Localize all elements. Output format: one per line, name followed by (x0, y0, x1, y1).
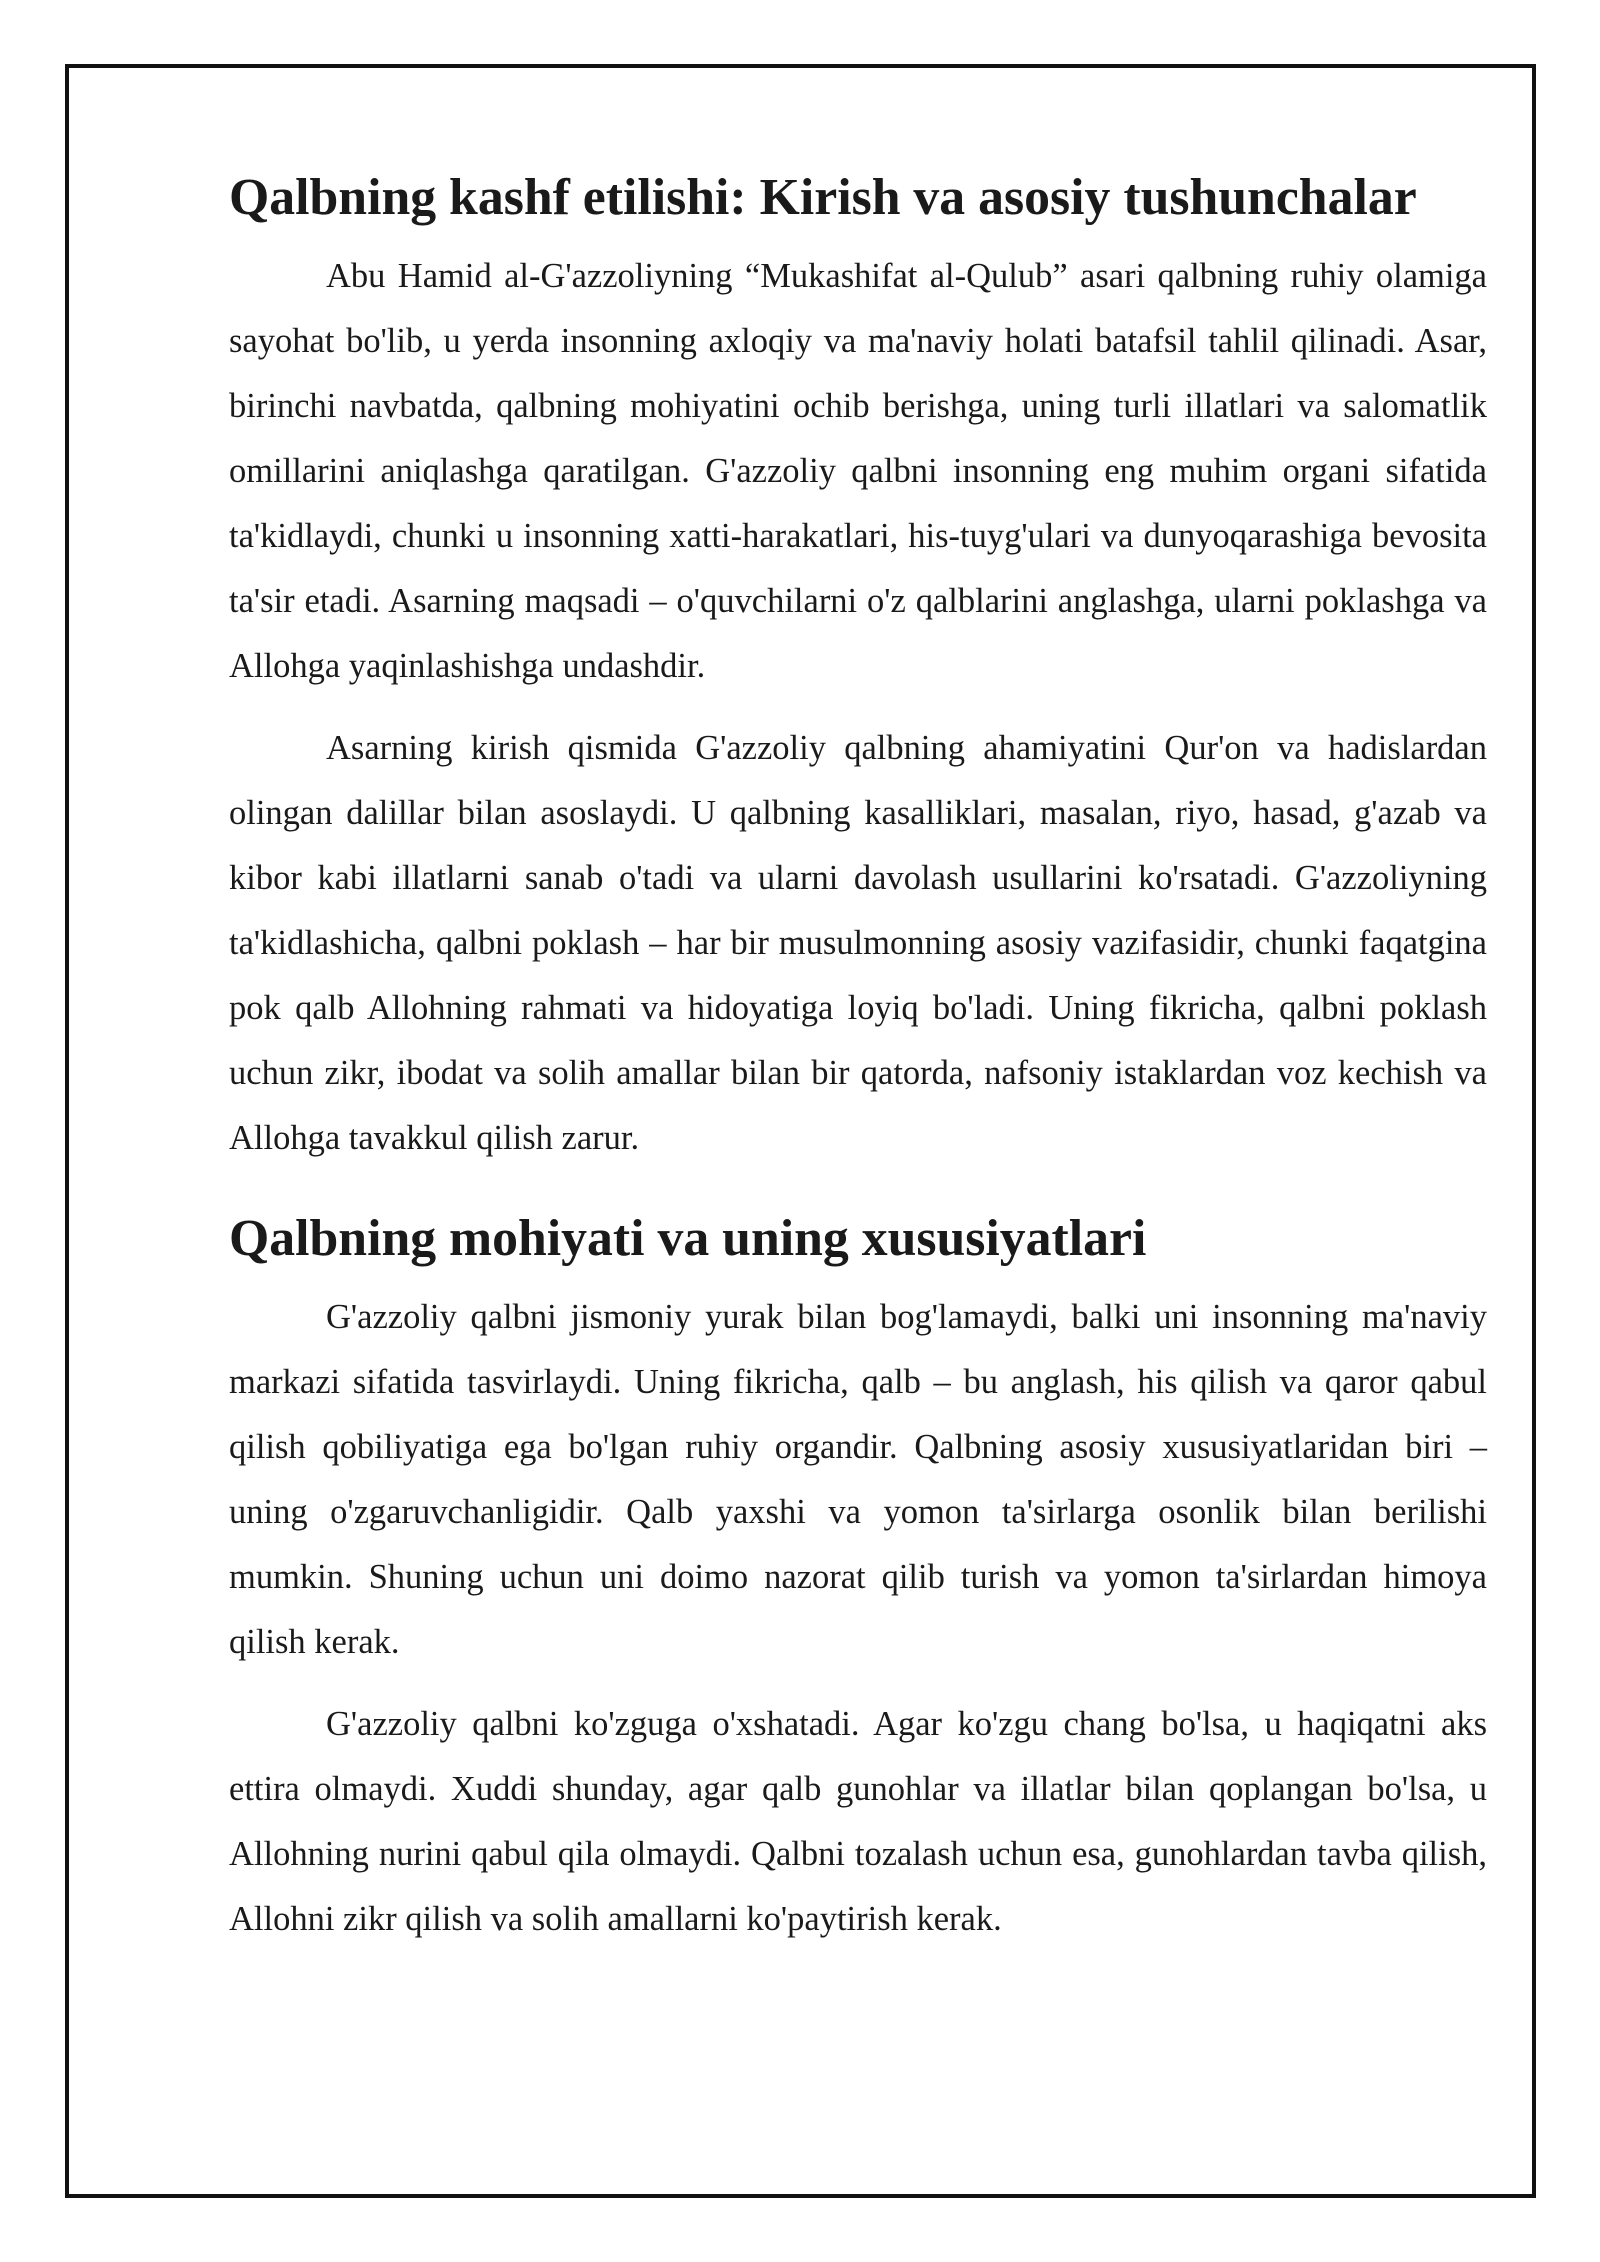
section-heading: Qalbning mohiyati va uning xususiyatlari (229, 1210, 1147, 1267)
section-essence (229, 1211, 1487, 1952)
paragraph: Asarning kirish qismida G'azzoliy qalbning ahamiyatini Qur'on va hadislardan olingan dalillar bilan asoslaydi. U qalbning kasalliklari, masalan, riyo, hasad, g'azab va kibor kabi illatlarni sanab o'tadi va ularni davolash usullarini ko'rsatadi. G'azzoliyning ta'kidlashicha, qalbni poklash – har bir musulmonning asosiy vazifasidir, chunki faqatgina pok qalb Allohning rahmati va hidoyatiga loyiq bo'ladi. Uning fikricha, qalbni poklash uchun zikr, ibodat va solih amallar bilan bir qatorda, nafsoniy istaklardan voz kechish va Allohga tavakkul qilish zarur. (229, 729, 1487, 1157)
paragraph: G'azzoliy qalbni ko'zguga o'xshatadi. Agar ko'zgu chang bo'lsa, u haqiqatni aks ettira olmaydi. Xuddi shunday, agar qalb gunohlar va illatlar bilan qoplangan bo'lsa, u Allohning nurini qabul qila olmaydi. Qalbni tozalash uchun esa, gunohlardan tavba qilish, Allohni zikr qilish va solih amallarni ko'paytirish kerak. (229, 1705, 1487, 1938)
document-body (229, 170, 1487, 1969)
paragraph: G'azzoliy qalbni jismoniy yurak bilan bog'lamaydi, balki uni insonning ma'naviy markazi sifatida tasvirlaydi. Uning fikricha, qalb – bu anglash, his qilish va qaror qabul qilish qobiliyatiga ega bo'lgan ruhiy organdir. Qalbning asosiy xususiyatlaridan biri – uning o'zgaruvchanligidir. Qalb yaxshi va yomon ta'sirlarga osonlik bilan berilishi mumkin. Shuning uchun uni doimo nazorat qilib turish va yomon ta'sirlardan himoya qilish kerak. (229, 1298, 1487, 1661)
paragraph: Abu Hamid al-G'azzoliyning “Mukashifat al-Qulub” asari qalbning ruhiy olamiga sayohat bo'lib, u yerda insonning axloqiy va ma'naviy holati batafsil tahlil qilinadi. Asar, birinchi navbatda, qalbning mohiyatini ochib berishga, uning turli illatlari va salomatlik omillarini aniqlashga qaratilgan. G'azzoliy qalbni insonning eng muhim organi sifatida ta'kidlaydi, chunki u insonning xatti-harakatlari, his-tuyg'ulari va dunyoqarashiga bevosita ta'sir etadi. Asarning maqsadi – o'quvchilarni o'z qalblarini anglashga, ularni poklashga va Allohga yaqinlashishga undashdir. (229, 257, 1487, 685)
section-heading: Qalbning kashf etilishi: Kirish va asosiy tushunchalar (229, 169, 1417, 226)
section-introduction (229, 170, 1487, 1171)
